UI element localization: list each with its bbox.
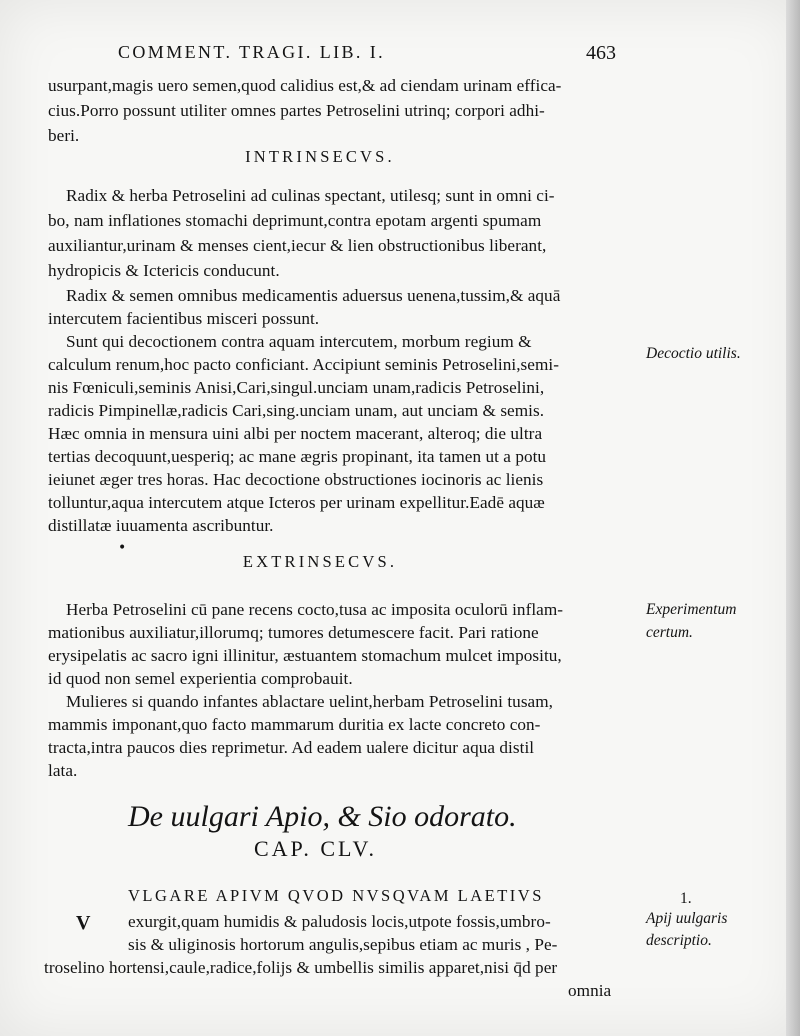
text-line: tertias decoquunt,uesperiq; ac mane ægris propinant, ita tamen ut a potu (48, 447, 547, 466)
text-line: beri. (48, 126, 80, 145)
running-head: COMMENT. TRAGI. LIB. I. (118, 42, 386, 62)
margin-note-descriptio: descriptio. (646, 932, 712, 949)
text-line: cius.Porro possunt utiliter omnes partes Petroselini utrinq; corpori adhi- (48, 101, 545, 120)
stray-mark: • (118, 540, 127, 556)
text-line: usurpant,magis uero semen,quod calidius est,& ad ciendam urinam effica- (48, 76, 562, 95)
chapter-opening-caps: VLGARE APIVM QVOD NVSQVAM LAETIVS (128, 886, 544, 905)
page-edge-shadow (786, 0, 800, 1036)
text-line: mationibus auxiliatur,illorumq; tumores detumescere facit. Pari ratione (48, 623, 539, 642)
text-line: mammis imponant,quo facto mammarum duritia ex lacte concreto con- (48, 715, 541, 734)
text-line: auxiliantur,urinam & menses cient,iecur & lien obstructionibus liberant, (48, 236, 547, 255)
margin-note-certum: certum. (646, 624, 693, 641)
text-line: tolluntur,aqua intercutem atque Icteros per urinam expellitur.Eadē aquæ (48, 493, 545, 512)
text-line: erysipelatis ac sacro igni illinitur, æstuantem stomachum mulcet impositu, (48, 646, 562, 665)
text-line: ieiunet æger tres horas. Hac decoctione obstructiones iocinoris ac lienis (48, 470, 544, 489)
text-line: Herba Petroselini cū pane recens cocto,tusa ac imposita oculorū inflam- (66, 600, 564, 619)
text-line: lata. (48, 761, 78, 780)
text-line: Mulieres si quando infantes ablactare uelint,herbam Petroselini tusam, (66, 692, 553, 711)
text-line: omnia (568, 981, 612, 1000)
chapter-number: CAP. CLV. (254, 836, 378, 861)
text-line: Radix & herba Petroselini ad culinas spectant, utilesq; sunt in omni ci- (66, 186, 555, 205)
text-line: Hæc omnia in mensura uini albi per noctem macerant, alteroq; die ultra (48, 424, 543, 443)
section-heading-extrinsecus: EXTRINSECVS. (242, 552, 398, 571)
text-line: Radix & semen omnibus medicamentis aduersus uenena,tussim,& aquā (66, 286, 561, 305)
text-line: intercutem facientibus misceri possunt. (48, 309, 320, 328)
text-line: calculum renum,hoc pacto conficiant. Accipiunt seminis Petroselini,semi- (48, 355, 559, 374)
section-heading-intrinsecus: INTRINSECVS. (245, 147, 395, 166)
text-line: id quod non semel experientia comprobauit. (48, 669, 353, 688)
text-line: hydropicis & Ictericis conducunt. (48, 261, 280, 280)
drop-cap: V (76, 912, 91, 934)
text-line: troselino hortensi,caule,radice,folijs & umbellis similis apparet,nisi q̄d per (44, 958, 558, 977)
text-line: exurgit,quam humidis & paludosis locis,utpote fossis,umbro- (128, 912, 551, 931)
page-number: 463 (586, 42, 616, 64)
chapter-title: De uulgari Apio, & Sio odorato. (128, 800, 517, 833)
text-line: Sunt qui decoctionem contra aquam intercutem, morbum regium & (66, 332, 532, 351)
text-line: distillatæ iuuamenta ascribuntur. (48, 516, 274, 535)
margin-note-number: 1. (680, 890, 692, 907)
text-line: tracta,intra paucos dies reprimetur. Ad eadem ualere dicitur aqua distil (48, 738, 535, 757)
margin-note-experimentum: Experimentum (646, 601, 737, 618)
text-line: nis Fœniculi,seminis Anisi,Cari,singul.unciam unam,radicis Petroselini, (48, 378, 545, 397)
text-line: sis & uliginosis hortorum angulis,sepibus etiam ac muris , Pe- (128, 935, 558, 954)
margin-note-decoctio: Decoctio utilis. (646, 345, 741, 362)
margin-note-apij: Apij uulgaris (646, 910, 728, 927)
text-line: bo, nam inflationes stomachi deprimunt,contra epotam argenti spumam (48, 211, 542, 230)
text-line: radicis Pimpinellæ,radicis Cari,sing.unciam unam, aut unciam & semis. (48, 401, 545, 420)
